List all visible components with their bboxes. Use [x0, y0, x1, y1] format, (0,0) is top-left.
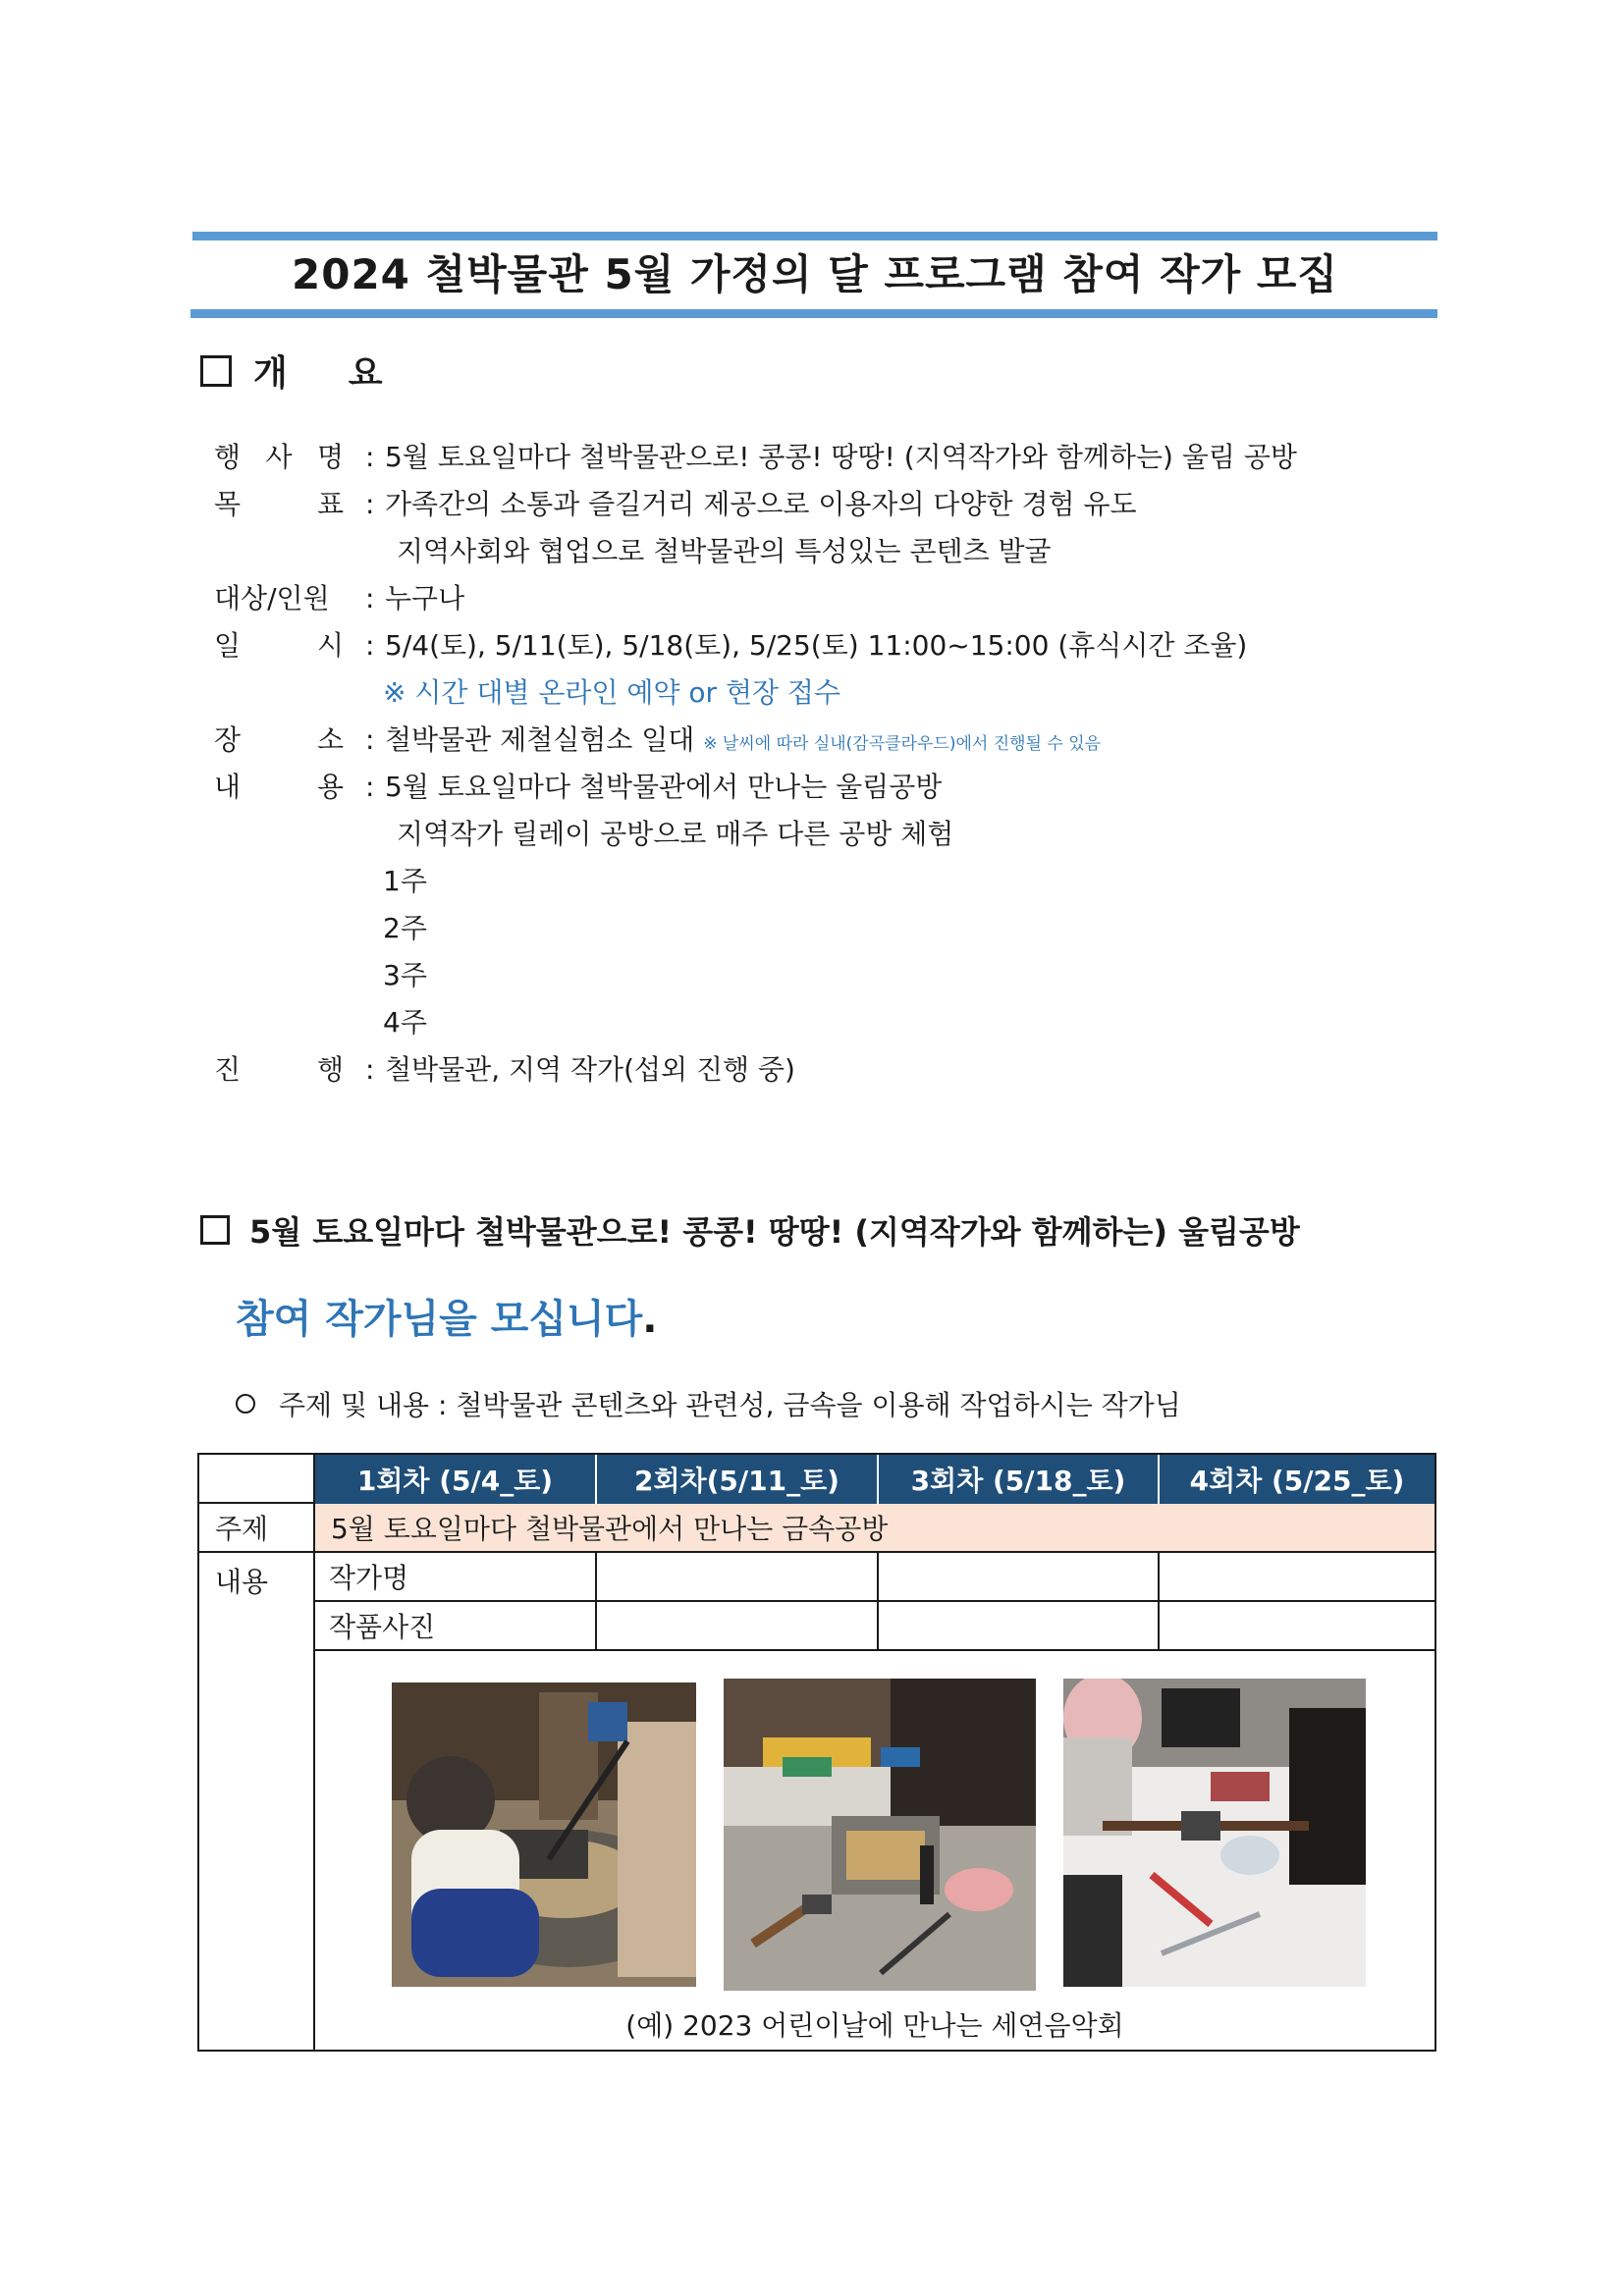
colon: :	[365, 629, 375, 662]
colon: :	[365, 723, 375, 756]
checkbox-icon	[200, 1215, 230, 1245]
overview-heading	[200, 346, 383, 396]
goal-value: 가족간의 소통과 즐길거리 제공으로 이용자의 다양한 경험 유도	[385, 488, 1137, 520]
header-session-4: 4회차 (5/25_토)	[1160, 1455, 1435, 1504]
checkbox-icon	[200, 355, 232, 387]
topic-line	[236, 1384, 1181, 1423]
header-session-1: 1회차 (5/4_토)	[315, 1455, 597, 1504]
workshop-heading-text: 5월 토요일마다 철박물관으로! 콩콩! 땅땅! (지역작가와 함께하는) 울림공방	[249, 1213, 1300, 1251]
datetime-value: 5/4(토), 5/11(토), 5/18(토), 5/25(토) 11:00~15:00 (휴식시간 조율)	[385, 629, 1248, 662]
colon: :	[365, 771, 375, 803]
colon: :	[365, 441, 375, 473]
title-rule-top	[192, 232, 1437, 240]
header-corner	[199, 1455, 315, 1504]
organizer-value: 철박물관, 지역 작가(섭외 진행 중)	[385, 1053, 795, 1086]
content-label: 내용	[199, 1553, 315, 2050]
artist-label: 작가명	[315, 1553, 597, 1602]
label-char: 용	[316, 771, 344, 803]
artist-cell-4	[1160, 1553, 1435, 1602]
recruit-period: .	[642, 1297, 658, 1342]
artist-cell-2	[597, 1553, 879, 1602]
workshop-heading	[200, 1207, 1300, 1253]
row-content	[0, 768, 1624, 807]
recruit-text: 참여 작가님을 모십니다	[236, 1297, 643, 1342]
header-session-3: 3회차 (5/18_토)	[879, 1455, 1160, 1504]
place-value	[385, 721, 1101, 764]
artist-cell-3	[879, 1553, 1160, 1602]
label-char: 내	[214, 771, 242, 803]
row-datetime	[0, 626, 1624, 666]
row-event-name	[0, 438, 1624, 477]
label-place	[214, 721, 344, 760]
example-photo-metalcraft	[724, 1679, 1036, 1991]
bullet-circle-icon	[236, 1394, 255, 1414]
example-photo-forging	[392, 1682, 696, 1987]
page-title: 2024 철박물관 5월 가정의 달 프로그램 참여 작가 모집	[292, 250, 1338, 298]
datetime-note: ※ 시간 대별 온라인 예약 or 현장 접수	[383, 676, 841, 709]
row-organizer	[0, 1050, 1624, 1090]
label-char: 진	[214, 1053, 242, 1086]
label-char: 일	[214, 629, 242, 662]
label-content	[214, 768, 344, 807]
label-datetime	[214, 626, 344, 666]
event-name-value: 5월 토요일마다 철박물관으로! 콩콩! 땅땅! (지역작가와 함께하는) 울림 공방	[385, 441, 1297, 473]
photo-label: 작품사진	[315, 1602, 597, 1651]
week-3: 3주	[383, 959, 427, 991]
header-session-2: 2회차(5/11_토)	[597, 1455, 879, 1504]
goal-value-2: 지역사회와 협업으로 철박물관의 특성있는 콘텐츠 발굴	[397, 535, 1052, 567]
week-4: 4주	[383, 1006, 427, 1039]
label-char: 시	[316, 629, 344, 662]
label-target	[214, 579, 344, 618]
week-1: 1주	[383, 865, 427, 897]
label-organizer	[214, 1050, 344, 1090]
label-char: 표	[316, 488, 344, 520]
target-value: 누구나	[385, 582, 465, 614]
label-text: 대상/인원	[214, 582, 330, 614]
title-rule-bottom	[190, 309, 1437, 318]
label-char: 목	[214, 488, 242, 520]
label-char: 장	[214, 723, 242, 756]
example-photo-workshop-table	[1063, 1679, 1366, 1987]
label-goal	[214, 485, 344, 524]
schedule-table	[197, 1453, 1436, 2052]
label-char: 사	[265, 441, 293, 473]
photo-cell-4	[1160, 1602, 1435, 1651]
colon: :	[365, 1053, 375, 1086]
photo-caption: (예) 2023 어린이날에 만나는 세연음악회	[625, 2009, 1124, 2042]
content-value-2: 지역작가 릴레이 공방으로 매주 다른 공방 체험	[397, 818, 954, 850]
place-weather-note: ※ 날씨에 따라 실내(감곡클라우드)에서 진행될 수 있음	[703, 734, 1102, 754]
row-target	[0, 579, 1624, 618]
label-char: 행	[316, 1053, 344, 1086]
row-goal	[0, 485, 1624, 524]
photo-cell-3	[879, 1602, 1160, 1651]
subject-label: 주제	[199, 1504, 315, 1553]
overview-heading-part-2: 요	[348, 353, 383, 394]
row-place	[0, 721, 1624, 760]
subject-value: 5월 토요일마다 철박물관에서 만나는 금속공방	[315, 1504, 1435, 1553]
colon: :	[365, 488, 375, 520]
photo-cell-2	[597, 1602, 879, 1651]
label-char: 명	[316, 441, 344, 473]
week-2: 2주	[383, 912, 427, 944]
overview-heading-part-1: 개	[253, 353, 288, 394]
content-value: 5월 토요일마다 철박물관에서 만나는 울림공방	[385, 771, 943, 803]
colon: :	[365, 582, 375, 614]
label-char: 행	[214, 441, 242, 473]
topic-text: 주제 및 내용 : 철박물관 콘텐츠와 관련성, 금속을 이용해 작업하시는 작가님	[279, 1389, 1181, 1421]
place-text: 철박물관 제철실험소 일대	[385, 723, 695, 756]
label-event-name	[214, 438, 344, 477]
recruit-heading	[236, 1288, 657, 1344]
label-char: 소	[316, 723, 344, 756]
